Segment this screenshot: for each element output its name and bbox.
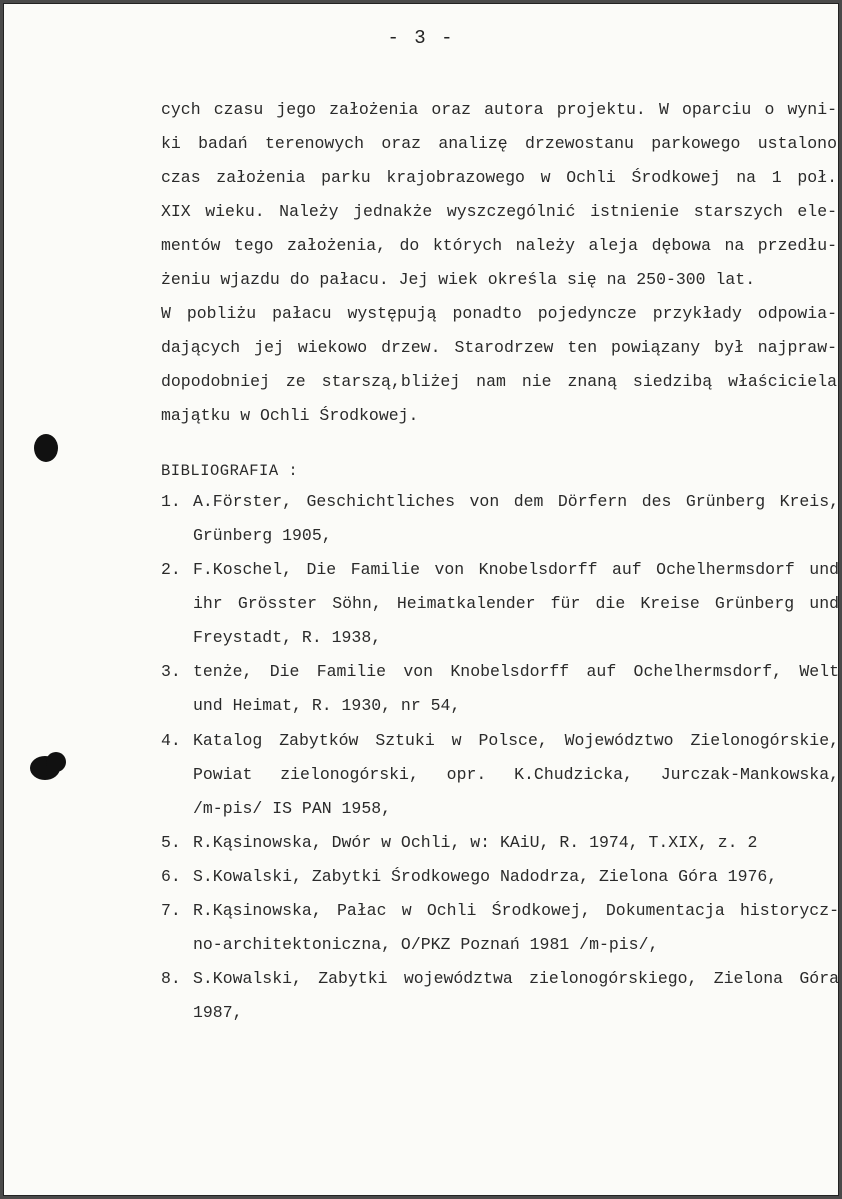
paragraph-line: dających jej wiekowo drzew. Starodrzew ten powiązany był najpraw-	[161, 338, 837, 357]
bibliography-item-line: R.Kąsinowska, Pałac w Ochli Środkowej, Dokumentacja historycz-	[193, 901, 839, 920]
paragraph-line: ki badań terenowych oraz analizę drzewostanu parkowego ustalono	[161, 134, 837, 153]
bibliography-item-line: R.Kąsinowska, Dwór w Ochli, w: KAiU, R. 1974, T.XIX, z. 2	[193, 833, 758, 852]
paragraph-line: W pobliżu pałacu występują ponadto pojedyncze przykłady odpowia-	[161, 304, 837, 323]
paragraph-line: cych czasu jego założenia oraz autora projektu. W oparciu o wyni-	[161, 100, 837, 119]
bibliography-item-line: und Heimat, R. 1930, nr 54,	[193, 696, 461, 715]
bibliography-item-line: ihr Grösster Söhn, Heimatkalender für die Kreise Grünberg und	[193, 594, 839, 613]
bibliography-item-line: Powiat zielonogórski, opr. K.Chudzicka, Jurczak-Mankowska,	[193, 765, 839, 784]
bibliography-item-line: Grünberg 1905,	[193, 526, 332, 545]
bibliography-item-number: 2.	[161, 560, 181, 579]
punch-hole-mark	[46, 752, 66, 772]
paragraph-line: XIX wieku. Należy jednakże wyszczególnić istnienie starszych ele-	[161, 202, 837, 221]
bibliography-item-line: tenże, Die Familie von Knobelsdorff auf Ochelhermsdorf, Welt	[193, 662, 839, 681]
bibliography-item-line: A.Förster, Geschichtliches von dem Dörfern des Grünberg Kreis,	[193, 492, 839, 511]
paragraph-line: dopodobniej ze starszą,bliżej nam nie znaną siedzibą właściciela	[161, 372, 837, 391]
bibliography-item-line: 1987,	[193, 1003, 243, 1022]
bibliography-item-number: 4.	[161, 731, 181, 750]
bibliography-item-number: 5.	[161, 833, 181, 852]
bibliography-item-line: no-architektoniczna, O/PKZ Poznań 1981 /m-pis/,	[193, 935, 659, 954]
punch-hole-mark	[34, 434, 58, 462]
bibliography-item-number: 7.	[161, 901, 181, 920]
bibliography-item-line: S.Kowalski, Zabytki województwa zielonogórskiego, Zielona Góra	[193, 969, 839, 988]
paragraph-line: majątku w Ochli Środkowej.	[161, 406, 419, 425]
bibliography-item-line: Freystadt, R. 1938,	[193, 628, 382, 647]
page-number: - 3 -	[387, 27, 455, 49]
bibliography-item-line: Katalog Zabytków Sztuki w Polsce, Województwo Zielonogórskie,	[193, 731, 839, 750]
bibliography-item-number: 6.	[161, 867, 181, 886]
paragraph-line: mentów tego założenia, do których należy aleja dębowa na przedłu-	[161, 236, 837, 255]
document-page	[3, 3, 839, 1196]
bibliography-item-line: S.Kowalski, Zabytki Środkowego Nadodrza, Zielona Góra 1976,	[193, 867, 778, 886]
paragraph-line: czas założenia parku krajobrazowego w Ochli Środkowej na 1 poł.	[161, 168, 837, 187]
bibliography-heading: BIBLIOGRAFIA :	[161, 462, 299, 480]
bibliography-item-number: 1.	[161, 492, 181, 511]
bibliography-item-line: F.Koschel, Die Familie von Knobelsdorff auf Ochelhermsdorf und	[193, 560, 839, 579]
bibliography-item-line: /m-pis/ IS PAN 1958,	[193, 799, 392, 818]
bibliography-item-number: 8.	[161, 969, 181, 988]
paragraph-line: żeniu wjazdu do pałacu. Jej wiek określa się na 250-300 lat.	[161, 270, 756, 289]
bibliography-item-number: 3.	[161, 662, 181, 681]
